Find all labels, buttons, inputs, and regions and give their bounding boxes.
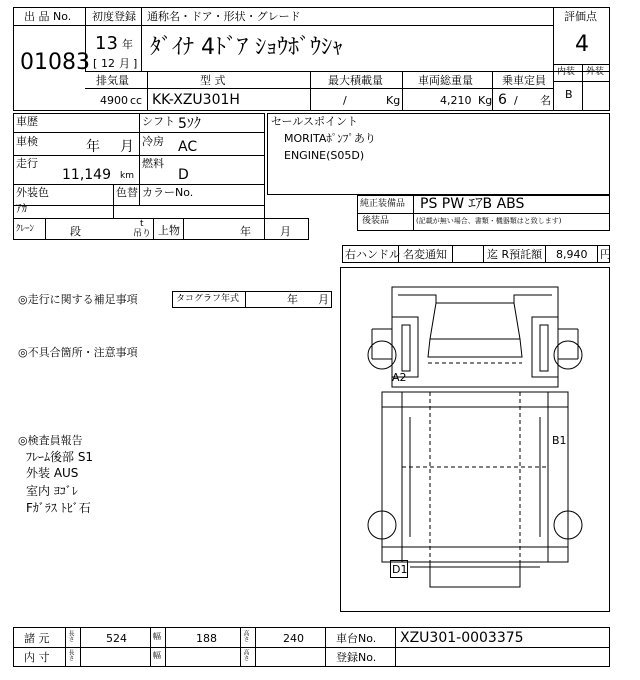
mileage-value: 11,149 [62, 167, 111, 183]
truck-diagram [340, 267, 610, 612]
tacho-month: 月 [318, 293, 329, 306]
inspector-line-1: ﾌﾚｰﾑ後部 S1 [26, 450, 94, 464]
shift-value: 5ｿｸ [178, 116, 201, 132]
in-width-label: 幅 [153, 651, 161, 660]
first-reg-year: 13 [95, 33, 118, 54]
capacity-unit: 名 [540, 94, 551, 107]
gross-weight-value: 4,210 [440, 94, 472, 107]
crane-ton: t [140, 219, 144, 229]
interior-grade: B [565, 88, 573, 101]
inspection-label: 車検 [16, 135, 38, 148]
rating-value: 4 [575, 32, 589, 57]
first-reg-month: 12 [101, 57, 115, 70]
color-swap-label: 色替 [116, 186, 138, 199]
chassis-value: XZU301-0003375 [400, 630, 524, 646]
mark-b1: B1 [552, 434, 567, 447]
color-no-label: カラーNo. [142, 186, 194, 199]
width-label: 幅 [153, 632, 161, 641]
length-label: 長さ [67, 630, 74, 642]
mileage-unit: km [120, 171, 134, 181]
loading-month: 月 [280, 225, 291, 238]
driving-notes-label: ◎走行に関する補足事項 [18, 293, 138, 306]
in-height-label: 高さ [242, 649, 249, 661]
first-reg-month-close: ] [133, 57, 138, 70]
r-label: 迄 R預託額 [487, 248, 543, 261]
loading-label: 上物 [158, 224, 180, 237]
sales-label: セールスポイント [271, 115, 359, 128]
capacity-value: 6 [498, 92, 507, 108]
in-length-label: 長さ [67, 649, 74, 661]
name-change-label: 名変通知 [403, 248, 447, 261]
sales-line-1: MORITAﾎﾟﾝﾌﾟあり [284, 132, 376, 145]
fuel-value: D [178, 167, 189, 183]
model-value: KK-XZU301H [152, 92, 240, 108]
height-value: 240 [283, 632, 304, 645]
displacement-label: 排気量 [96, 74, 129, 87]
first-reg-label: 初度登録 [92, 10, 136, 23]
mark-a2: A2 [392, 371, 407, 384]
gross-weight-unit: Kg [478, 94, 493, 107]
capacity-sep: / [514, 94, 518, 107]
max-load-unit: Kg [386, 94, 401, 107]
aftermarket-label: 後装品 [362, 216, 390, 226]
capacity-label: 乗車定員 [502, 74, 546, 87]
lot-label: 出 品 No. [24, 10, 72, 23]
inside-label: 内 寸 [24, 651, 50, 664]
name-change-box [452, 245, 484, 263]
ac-label: 冷房 [142, 135, 164, 148]
max-load-label: 最大積載量 [328, 74, 383, 87]
inspector-line-2: 外装 AUS [26, 466, 79, 480]
standard-label: 純正装備品 [360, 199, 406, 209]
mark-d1: D1 [392, 563, 408, 576]
sales-line-2: ENGINE(S05D) [284, 149, 365, 162]
defect-label: ◎不具合箇所・注意事項 [18, 346, 138, 359]
inspection-year: 年 [86, 139, 100, 155]
first-reg-year-unit: 年 [122, 38, 133, 51]
ac-value: AC [178, 139, 198, 155]
displacement-unit: cc [130, 94, 143, 107]
first-reg-month-open: [ [93, 57, 98, 70]
vehicle-name: ﾀﾞｲﾅ 4ﾄﾞｱ ｼｮｳﾎﾞｳｼｬ [150, 35, 343, 60]
height-label: 高さ [242, 630, 249, 642]
gross-weight-label: 車両総重量 [418, 74, 473, 87]
crane-stage: 段 [70, 225, 81, 238]
standard-value: PS PW ｴｱB ABS [420, 196, 525, 212]
shift-label: シフト [142, 115, 175, 128]
history-label: 車歴 [16, 115, 38, 128]
inspection-month: 月 [120, 139, 134, 155]
handle-label: 右ハンドル [345, 248, 400, 261]
reg-label: 登録No. [336, 651, 377, 664]
interior-label: 内装 [557, 67, 576, 77]
first-reg-month-unit: 月 [119, 57, 130, 70]
aftermarket-note: (記載が無い場合、書類・機器類はと致します) [416, 217, 562, 225]
chassis-label: 車台No. [336, 632, 377, 645]
spec-label: 通称名・ドア・形状・グレード [147, 10, 301, 23]
lot-number: 01083 [20, 50, 90, 75]
max-load-value: / [343, 94, 347, 107]
loading-frame [153, 218, 309, 240]
color-value: ｱｶ [16, 202, 27, 215]
tacho-label: タコグラフ年式 [176, 294, 240, 304]
crane-hang: 吊り [133, 229, 152, 239]
length-value: 524 [106, 632, 127, 645]
rating-label: 評価点 [564, 10, 597, 23]
r-unit: 円 [600, 248, 611, 261]
crane-label: ｸﾚｰﾝ [16, 224, 35, 234]
mileage-label: 走行 [16, 157, 38, 170]
dims-label: 諸 元 [24, 632, 50, 645]
inspector-line-4: Fｶﾞﾗｽ ﾄﾋﾞ石 [26, 501, 91, 515]
width-value: 188 [196, 632, 217, 645]
color-label: 外装色 [16, 186, 49, 199]
loading-year: 年 [240, 225, 251, 238]
exterior-label: 外装 [586, 67, 605, 77]
fuel-label: 燃料 [142, 157, 164, 170]
tacho-year: 年 [287, 293, 298, 306]
displacement-value: 4900 [100, 94, 128, 107]
inspector-label: ◎検査員報告 [18, 434, 83, 447]
model-label: 型 式 [200, 74, 226, 87]
inspector-line-3: 室内 ﾖｺﾞﾚ [26, 484, 78, 498]
r-value: 8,940 [556, 248, 588, 261]
